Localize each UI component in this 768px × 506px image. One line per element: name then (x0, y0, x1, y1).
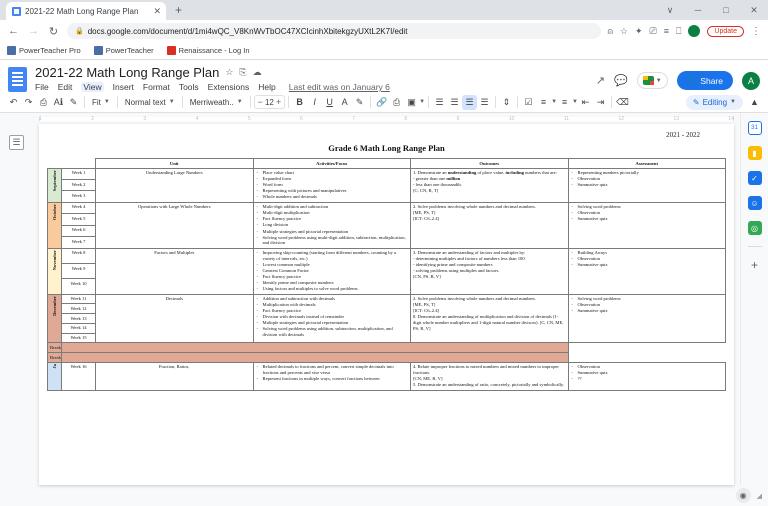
docs-toolbar (0, 92, 768, 113)
outcome-line: 2. Solve problems involving whole numbers and decimal numbers. (413, 296, 536, 302)
align-center-icon[interactable]: ☰ (450, 96, 459, 107)
list-item: - Multiplication with decimals (263, 302, 409, 308)
ruler-tick: 3 (143, 116, 147, 122)
omnibox-actions (608, 25, 761, 37)
pencil-icon: ✎ (692, 97, 700, 107)
list-item: - Word form (263, 182, 409, 188)
long-range-plan-table (47, 158, 726, 391)
bookmark-renaissance[interactable] (167, 46, 250, 55)
list-item: - Greatest Common Factor (263, 268, 409, 274)
zoom-select[interactable] (88, 95, 114, 110)
share-icon[interactable]: ⍝ (607, 25, 613, 36)
assessment-list (571, 170, 724, 188)
outcome-line: [ICT: C6–2.4] (413, 308, 440, 314)
list-item: - Observation (578, 176, 724, 182)
week-cell: Week 2 (62, 180, 96, 191)
undo-icon[interactable]: ↶ (9, 96, 18, 107)
clear-formatting-icon[interactable]: ⌫ (616, 96, 629, 107)
chrome-menu-icon[interactable]: ⋮ (751, 25, 761, 37)
list-item: - Solving word problems using multi-digit addition, subtraction, multiplication, and division (263, 235, 409, 246)
unit-cell: Decimals (96, 294, 254, 343)
column-header-unit: Unit (96, 159, 254, 169)
list-item: - Improving skip-counting (starting from different numbers, counting by a variety of intervals, etc.) (263, 250, 409, 261)
assessment-list (571, 250, 724, 268)
document-heading: Grade 6 Math Long Range Plan (328, 143, 445, 153)
tab-title: 2021-22 Math Long Range Plan (25, 6, 139, 16)
week-cell: Week 10 (62, 279, 96, 294)
break-cell: Break (48, 353, 62, 363)
month-label: Ja (51, 364, 57, 369)
list-item: - Building Arrays (578, 250, 724, 256)
share-button-label: Share (700, 75, 723, 86)
list-item: - Addition and subtraction with decimals (263, 296, 409, 302)
unit-cell: Understanding Large Numbers (96, 168, 254, 202)
outcomes-cell (411, 362, 569, 390)
list-item: - Multi-digit addition and subtraction (263, 204, 409, 210)
browser-omnibar (0, 20, 768, 42)
google-tasks-icon[interactable]: ✓ (748, 171, 762, 185)
style-value: Normal text (124, 97, 166, 107)
list-item: - Using factors and multiples to solve word problems (263, 286, 409, 292)
list-item: - Multi-digit multiplication (263, 210, 409, 216)
zoom-value: Fit (92, 97, 101, 107)
menu-tools[interactable]: Tools (178, 82, 199, 92)
assessment-cell (568, 248, 726, 294)
bulleted-list-icon[interactable]: ≡ (540, 97, 547, 107)
chevron-down-icon[interactable]: ▼ (551, 99, 558, 105)
docs-workspace (0, 113, 768, 485)
table-row-break (48, 343, 726, 353)
month-cell (48, 168, 62, 202)
font-family-select[interactable] (186, 95, 247, 110)
back-icon[interactable]: ← (8, 25, 19, 37)
assessment-list (571, 364, 724, 382)
bookmark-label: Renaissance - Log In (178, 46, 250, 55)
ruler-tick: 14 (728, 116, 734, 122)
list-item: - Solving word problems (578, 296, 724, 302)
bookmark-powerteacher[interactable] (94, 46, 154, 55)
unit-cell: Fraction, Ratios, (96, 362, 254, 390)
outcome-line: [CN, ME, R, V] (413, 376, 443, 382)
month-label: October (51, 204, 57, 221)
chevron-down-icon[interactable]: ▼ (419, 99, 426, 105)
ruler-tick: 6 (300, 116, 303, 122)
ruler-tick: 12 (618, 116, 624, 122)
comment-history-icon[interactable]: 💬 (614, 75, 628, 87)
week-cell: Week 11 (62, 294, 96, 304)
chevron-down-icon: ▼ (655, 77, 662, 84)
list-item: - Expanded form (263, 176, 409, 182)
week-cell: Week 4 (62, 202, 96, 213)
forward-icon[interactable]: → (28, 25, 39, 37)
bookmark-label: PowerTeacher (105, 46, 154, 55)
outcome-line: - identifying prime and composite numbers (413, 262, 493, 268)
ruler-tick: 7 (352, 116, 355, 122)
list-item: - Summative quiz (578, 182, 724, 188)
table-row (48, 294, 726, 304)
list-item: - Summative quiz (578, 370, 724, 376)
reload-icon[interactable]: ↻ (48, 25, 59, 38)
assessment-list (571, 296, 724, 314)
outcome-line: [ME, PS, T] (413, 302, 436, 308)
toolbar-divider (370, 96, 371, 108)
window-maximize-icon[interactable]: □ (723, 5, 729, 15)
activities-list (256, 250, 409, 292)
account-avatar[interactable]: A (742, 72, 760, 90)
list-item: - Identify prime and composite numbers (263, 280, 409, 286)
paragraph-style-select[interactable] (121, 95, 179, 110)
resize-handle[interactable]: ◢ (756, 492, 762, 500)
unit-cell: Factors and Multiples (96, 248, 254, 294)
explore-button[interactable]: ◉ (736, 488, 751, 503)
paint-format-icon[interactable]: ✎ (69, 96, 78, 107)
table-row (48, 362, 726, 390)
share-button[interactable] (677, 71, 733, 90)
chevron-down-icon: ▼ (730, 99, 736, 105)
left-rail (0, 113, 33, 485)
list-item: - Summative quiz (578, 216, 724, 222)
meet-button[interactable] (637, 72, 668, 89)
ruler-tick: 13 (673, 116, 679, 122)
font-size-stepper[interactable] (254, 95, 285, 109)
month-cell (48, 248, 62, 294)
week-cell: Week 3 (62, 191, 96, 202)
bookmark-powerteacher-pro[interactable] (7, 46, 81, 55)
toolbar-divider (250, 96, 251, 108)
list-item: - Multiple strategies and pictorial representation (263, 320, 409, 326)
toolbar-divider (84, 96, 85, 108)
ruler-tick: 8 (404, 116, 408, 122)
document-title[interactable]: 2021-22 Math Long Range Plan (35, 65, 220, 80)
toolbar-divider (495, 96, 496, 108)
decrease-font-size-button[interactable]: − (257, 97, 263, 107)
list-item: - Observation (578, 364, 724, 370)
google-maps-icon[interactable]: ◎ (748, 221, 762, 235)
month-cell (48, 294, 62, 343)
break-filler (62, 343, 569, 353)
assessment-cell (568, 362, 726, 390)
spellcheck-icon[interactable]: Aℹ (53, 96, 64, 107)
move-folder-icon[interactable]: ⎘ (239, 67, 247, 77)
side-panel-rail (740, 113, 768, 485)
week-cell: Week 12 (62, 304, 96, 314)
google-contacts-icon[interactable]: ☺ (748, 196, 762, 210)
list-item: - Related decimals to fractions and percent, convert simple decimals into fractions and percents and vise versa (263, 364, 409, 375)
redo-icon[interactable]: ↷ (24, 96, 33, 107)
unit-cell: Operations with Large Whole Numbers (96, 202, 254, 248)
activities-list (256, 204, 409, 246)
outcome-line: - greater than one million (413, 176, 461, 182)
star-icon[interactable]: ☆ (225, 67, 234, 77)
outcomes-cell (411, 248, 569, 294)
horizontal-ruler[interactable] (33, 113, 740, 124)
add-addon-button[interactable]: + (750, 258, 758, 272)
outcomes-cell (411, 168, 569, 202)
break-cell: Break (48, 343, 62, 353)
month-label: September (51, 170, 57, 192)
bookmark-icon (94, 46, 103, 55)
bookmark-icon (7, 46, 16, 55)
profile-avatar-icon[interactable] (688, 25, 700, 37)
bookmarks-bar (0, 42, 768, 60)
month-label: November (51, 250, 57, 271)
toolbar-divider (288, 96, 289, 108)
list-item: - Division with decimals instead of remainder (263, 314, 409, 320)
window-close-icon[interactable]: ✕ (750, 4, 758, 15)
ruler-ticks (33, 116, 740, 122)
outcome-line: - determining multiples and factors of numbers less than 100 (413, 256, 525, 262)
week-cell: Week 7 (62, 237, 96, 249)
menu-edit[interactable]: Edit (57, 82, 73, 92)
align-left-icon[interactable]: ☰ (435, 96, 444, 107)
checklist-icon[interactable]: ☑ (524, 96, 533, 107)
activities-cell (253, 294, 411, 343)
toolbar-divider (517, 96, 518, 108)
list-item: - Solving word problems using addition, subtraction, multiplication, and division with decimals (263, 326, 409, 337)
outcome-line: 8. Demonstrate an understanding of multiplication and division of decimals (1-digit whole number multipliers and 1-digit natural number divisors). [C, CN, ME, PS, R, V] (413, 314, 564, 331)
list-item: - Lowest common multiple (263, 262, 409, 268)
week-cell: Week 6 (62, 225, 96, 236)
docs-menubar (35, 82, 588, 92)
browser-tabstrip (0, 0, 768, 20)
document-page[interactable] (39, 124, 734, 485)
list-item: - Long division (263, 222, 409, 228)
list-item: - Summative quiz (578, 308, 724, 314)
table-header-row (48, 159, 726, 169)
document-title-row (35, 65, 588, 80)
bookmark-icon (167, 46, 176, 55)
url-bar[interactable] (67, 23, 601, 39)
collapse-toolbar-icon[interactable]: ▲ (750, 97, 759, 107)
numbered-list-icon[interactable]: ≡ (561, 97, 568, 107)
extensions-icon[interactable]: ✦ (635, 25, 643, 36)
list-item: - Represent fractions in multiple ways, convert fractions between (263, 376, 409, 382)
decrease-indent-icon[interactable]: ⇤ (581, 96, 590, 107)
week-cell: Week 16 (62, 362, 96, 390)
menu-insert[interactable]: Insert (112, 82, 134, 92)
google-calendar-icon[interactable]: 31 (748, 121, 762, 135)
list-item: - Fact fluency practice (263, 274, 409, 280)
document-canvas (33, 113, 740, 485)
week-cell: Week 15 (62, 333, 96, 343)
font-size-value[interactable]: 12 (264, 97, 274, 107)
outcome-line: 2. Solve problems involving whole numbers and decimal numbers. (413, 204, 536, 210)
list-item: - Solving word problems (578, 204, 724, 210)
outcomes-cell (411, 202, 569, 248)
docs-header-actions (596, 65, 760, 92)
list-item: - Observation (578, 302, 724, 308)
new-tab-button[interactable]: + (175, 3, 183, 17)
window-minimize-icon[interactable]: ─ (694, 5, 702, 15)
sidepanel-icon[interactable]: ⎕ (676, 25, 682, 36)
document-year: 2021 - 2022 (666, 131, 700, 139)
docs-header (0, 60, 768, 92)
table-row (48, 202, 726, 213)
activity-dashboard-icon[interactable]: ↗ (595, 75, 606, 87)
week-cell: Week 14 (62, 323, 96, 333)
align-justify-icon[interactable]: ☰ (480, 96, 489, 107)
ruler-tick: 11 (563, 116, 570, 122)
toolbar-divider (428, 96, 429, 108)
ruler-tick: 10 (508, 116, 515, 122)
docs-favicon-icon (12, 7, 21, 16)
activities-list (256, 364, 409, 382)
table-row (48, 248, 726, 263)
ruler-tick: 2 (91, 116, 94, 122)
last-edit-link[interactable]: Last edit was on January 6 (288, 82, 390, 92)
menu-extensions[interactable]: Extensions (207, 82, 250, 92)
google-docs-logo-icon[interactable] (8, 67, 27, 92)
list-item: - Representing numbers pictorially (578, 170, 724, 176)
bottom-bar (0, 485, 768, 506)
break-filler (62, 353, 569, 363)
insert-image-icon[interactable]: ▣ (407, 96, 416, 107)
align-right-icon[interactable]: ☰ (462, 95, 477, 110)
toolbar-divider (117, 96, 118, 108)
window-controls (656, 0, 768, 20)
outcome-line: 5. Demonstrate an understanding of ratio, concretely, pictorially and symbolically. (413, 382, 565, 388)
table-row (48, 168, 726, 179)
list-item: - ?? (578, 376, 724, 382)
font-value: Merriweath.. (189, 97, 234, 107)
menu-format[interactable]: Format (142, 82, 170, 92)
list-item: - Whole numbers and decimals (263, 194, 409, 200)
assessment-cell (568, 168, 726, 202)
list-item: - Fact fluency practice (263, 216, 409, 222)
reading-list-icon[interactable]: ≡ (663, 26, 670, 36)
chevron-down-icon: ▼ (236, 99, 243, 105)
line-spacing-icon[interactable]: ⇕ (502, 96, 511, 107)
activities-list (256, 296, 409, 338)
editing-mode-label: Editing (702, 97, 728, 107)
ruler-tick: 4 (195, 116, 199, 122)
chevron-down-icon[interactable]: ▼ (572, 99, 578, 105)
google-meet-icon (643, 76, 654, 85)
list-item: - Fact fluency practice (263, 308, 409, 314)
rail-divider (748, 246, 762, 247)
activities-cell (253, 362, 411, 390)
activities-cell (253, 168, 411, 202)
outcome-line: [C, CN, R, T] (413, 188, 439, 194)
table-body (48, 168, 726, 390)
chevron-down-icon: ▼ (168, 99, 175, 105)
toolbar-divider (611, 96, 612, 108)
document-outline-icon[interactable]: ☰ (9, 135, 24, 150)
menu-view[interactable]: View (83, 82, 102, 92)
outcome-line: - less than one thousandth. (413, 182, 462, 188)
chevron-down-icon: ▼ (103, 99, 110, 105)
week-cell: Week 13 (62, 314, 96, 324)
week-cell: Week 1 (62, 168, 96, 179)
outcomes-cell (411, 294, 569, 343)
assessment-cell (568, 202, 726, 248)
window-chevron-icon[interactable]: ∨ (666, 4, 674, 15)
increase-font-size-button[interactable]: + (275, 97, 282, 107)
assessment-cell (568, 294, 726, 343)
cloud-status-icon[interactable]: ☁ (252, 67, 262, 77)
menu-file[interactable]: File (35, 82, 49, 92)
lock-person-icon: 👤 (686, 75, 698, 85)
outcome-line: [ICT: C6–2.4] (413, 216, 440, 222)
bookmark-label: PowerTeacher Pro (19, 46, 81, 55)
insert-comment-icon[interactable]: ⎙ (393, 96, 401, 107)
menu-help[interactable]: Help (258, 82, 276, 92)
print-icon[interactable]: ⎙ (39, 96, 48, 107)
month-cell (48, 362, 62, 390)
outcome-line: [CN, PS, R, V] (413, 274, 441, 280)
column-header-outcomes: Outcomes (411, 159, 569, 169)
activities-cell (253, 248, 411, 294)
month-cell (48, 202, 62, 248)
column-header-activities: Activities/Focus (253, 159, 411, 169)
month-label: December (51, 296, 57, 317)
week-cell: Week 5 (62, 214, 96, 225)
editing-mode-selector[interactable] (686, 95, 743, 110)
close-tab-icon[interactable]: ✕ (153, 5, 161, 16)
activities-cell (253, 202, 411, 248)
browser-tab[interactable] (6, 2, 166, 20)
url-text: docs.google.com/document/d/1mi4wQC_V8KnWvTbOC47XCIcinhXbitekgzyUXtL2K7I/edit (87, 26, 408, 36)
outcome-line: 4. Relate improper fractions to mixed numbers and mixed numbers to improper fractions. (413, 364, 559, 376)
highlight-color-button[interactable]: ✎ (355, 96, 364, 107)
underline-button[interactable]: U (326, 97, 333, 107)
list-item: - Representing with pictures and manipulatives (263, 188, 409, 194)
outcome-line: - solving problems using multiples and factors. (413, 268, 500, 274)
insert-link-icon[interactable]: 🔗 (376, 96, 388, 107)
cast-icon[interactable]: ⎚ (649, 25, 657, 36)
outcome-line: 3. Demonstrate an understanding of factors and multiples by: (413, 250, 526, 256)
assessment-list (571, 204, 724, 222)
text-color-button[interactable]: A (341, 97, 348, 107)
ruler-tick: 1 (39, 116, 42, 122)
italic-button[interactable]: I (313, 97, 316, 107)
update-button[interactable]: Update (707, 26, 744, 37)
lock-icon: 🔒 (75, 28, 84, 35)
list-item: - Place value chart (263, 170, 409, 176)
increase-indent-icon[interactable]: ⇥ (596, 96, 605, 107)
list-item: - Multiple strategies and pictorial representation (263, 229, 409, 235)
week-cell: Week 8 (62, 248, 96, 263)
list-item: - Observation (578, 210, 724, 216)
list-item: - Observation (578, 256, 724, 262)
outcome-line: 1. Demonstrate an understanding of place value, including numbers that are: (413, 170, 557, 176)
ruler-tick: 5 (247, 116, 251, 122)
outcome-line: [ME, PS, T] (413, 210, 436, 216)
table-row-break (48, 353, 726, 363)
list-item: - Summative quiz (578, 262, 724, 268)
activities-list (256, 170, 409, 200)
bookmark-star-icon[interactable]: ☆ (619, 25, 628, 36)
google-keep-icon[interactable]: ▮ (748, 146, 762, 160)
ruler-tick: 9 (456, 116, 460, 122)
toolbar-divider (182, 96, 183, 108)
column-header-assessment: Assessment (568, 159, 726, 169)
week-cell: Week 9 (62, 264, 96, 279)
bold-button[interactable]: B (296, 97, 303, 107)
